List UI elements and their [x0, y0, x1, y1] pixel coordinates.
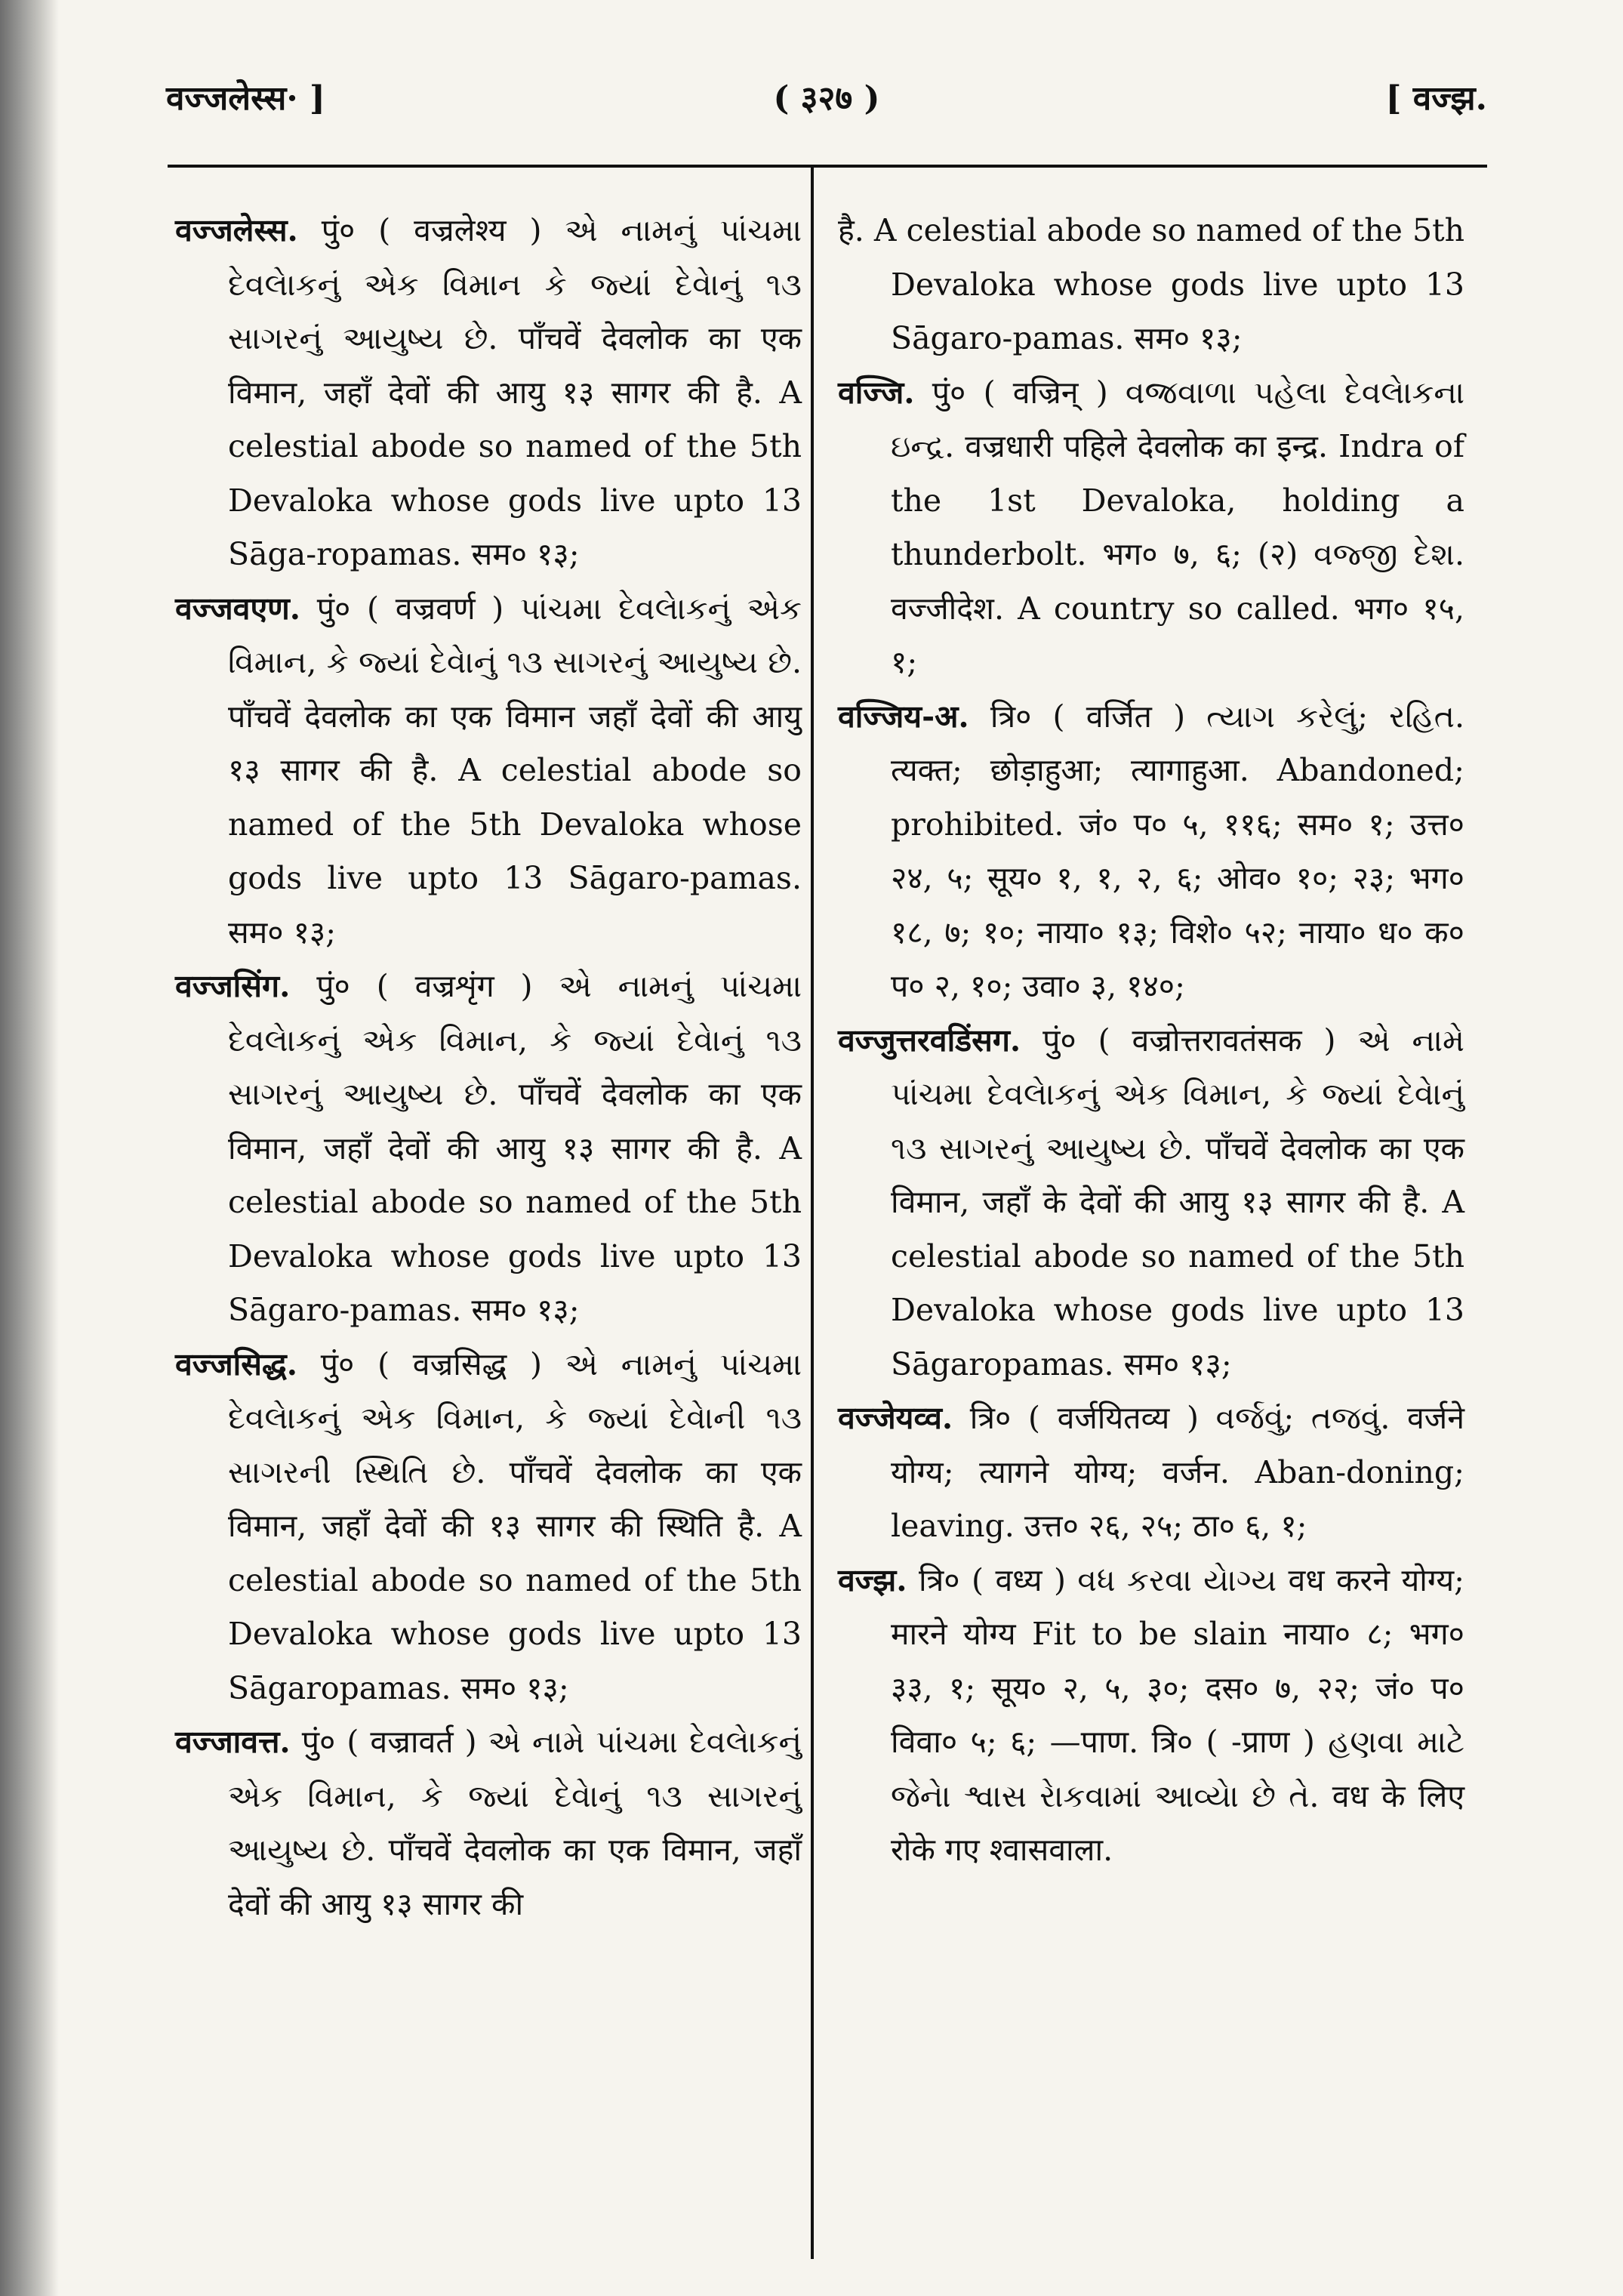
- entry-headword: वज्जसिंग.: [175, 968, 291, 1004]
- dictionary-entry: [175, 204, 802, 582]
- dictionary-entry: [838, 1014, 1464, 1392]
- left-column: [175, 204, 802, 1931]
- scanned-page-edge: [0, 0, 59, 2296]
- dictionary-entry: [175, 1338, 802, 1716]
- right-column: [838, 204, 1464, 1878]
- entry-body: पुं० ( वज्रलेश्य ) એ નામનું પાંચમા દેવલેાકનું એક વિમાન કે જ્યાં દેવેાનું ૧૩ સાગરનું આયુષ્ય છે. पाँचवें देवलोक का एक विमान, जहाँ देवों की आयु १३ सागर की है. A celestial abode so named of the 5th Devaloka whose gods live upto 13 Sāga-ropamas. सम० १३;: [228, 212, 802, 572]
- column-divider: [811, 168, 814, 2259]
- entry-body: पुं० ( वज्रिन् ) વજ્રવાળા પહેલા દેવલેાકના ઇન્દ્ર. वज्रधारी पहिले देवलोक का इन्द्र. Indra of the 1st Devaloka, holding a thunderbolt. भग० ७, ६; (२) વજ્જી દેશ. वज्जीदेश. A country so called. भग० १५, १;: [891, 374, 1464, 680]
- entry-headword: वज्जिय-अ.: [838, 698, 969, 735]
- entry-headword: वज्जुत्तरवडिंसग.: [838, 1022, 1021, 1059]
- dictionary-entry: [175, 1715, 802, 1931]
- entry-body: पुं० ( वज्रावर्त ) એ નામે પાંચમા દેવલેાકનું એક વિમાન, કે જ્યાં દેવેાનું ૧૩ સાગરનું આયુષ્ય છે. पाँचवें देवलोक का एक विमान, जहाँ देवों की आयु १३ सागर की: [228, 1724, 802, 1922]
- entry-headword: वज्झ.: [838, 1561, 907, 1598]
- dictionary-entry: [838, 1554, 1464, 1878]
- entry-headword: वज्जि.: [838, 374, 915, 411]
- entry-body: पुं० ( वज्रोत्तरावतंसक ) એ નામે પાંચમા દેવલેાકનું એક વિમાન, કે જ્યાં દેવેાનું ૧૩ સાગરનું આયુષ્ય છે. पाँचवें देवलोक का एक विमान, जहाँ के देवों की आयु १३ सागर की है. A celestial abode so named of the 5th Devaloka whose gods live upto 13 Sāgaropamas. सम० १३;: [891, 1022, 1464, 1382]
- page-header: [166, 74, 1487, 134]
- entry-headword: वज्जसिद्ध.: [175, 1345, 298, 1382]
- dictionary-entry: [838, 690, 1464, 1014]
- dictionary-entry-continuation: [838, 204, 1464, 366]
- dictionary-entry: [838, 366, 1464, 690]
- header-rule: [168, 165, 1487, 168]
- entry-body: त्रि० ( वर्जित ) ત્યાગ કરેલું; રહિત. त्यक्त; छोड़ाहुआ; त्यागाहुआ. Abandoned; prohibited. जं० प० ५, ११६; सम० १; उत्त० २४, ५; सूय० १, १, २, ६; ओव० १०; २३; भग० १८, ७; १०; नाया० १३; विशे० ५२; नाया० ध० क० प० २, १०; उवा० ३, १४०;: [891, 698, 1464, 1004]
- page-number: ( ३२७ ): [773, 79, 880, 118]
- entry-body: पुं० ( वज्रसिद्ध ) એ નામનું પાંચમા દેવલેાકનું એક વિમાન, કે જ્યાં દેવેાની ૧૩ સાગરની સ્થિતિ છે. पाँचवें देवलोक का एक विमान, जहाँ देवों की १३ सागर की स्थिति है. A celestial abode so named of the 5th Devaloka whose gods live upto 13 Sāgaropamas. सम० १३;: [228, 1345, 802, 1706]
- entry-headword: वज्जलेस्स.: [175, 212, 298, 248]
- entry-headword: वज्जेयव्व.: [838, 1400, 953, 1436]
- header-right-guide-word: [ वज्झ.: [1385, 79, 1487, 118]
- dictionary-entry: [175, 582, 802, 960]
- entry-body: पुं० ( वज्रशृंग ) એ નામનું પાંચમા દેવલેાકનું એક વિમાન, કે જ્યાં દેવેાનું ૧૩ સાગરનું આયુષ્ય છે. पाँचवें देवलोक का एक विमान, जहाँ देवों की आयु १३ सागर की है. A celestial abode so named of the 5th Devaloka whose gods live upto 13 Sāgaro-pamas. सम० १३;: [228, 968, 802, 1328]
- dictionary-entry: [175, 960, 802, 1338]
- entry-body: पुं० ( वज्रवर्ण ) પાંચમા દેવલેાકનું એક વિમાન, કે જ્યાં દેવેાનું ૧૩ સાગરનું આયુષ્ય છે. पाँचवें देवलोक का एक विमान जहाँ देवों की आयु १३ सागर की है. A celestial abode so named of the 5th Devaloka whose gods live upto 13 Sāgaro-pamas. सम० १३;: [228, 590, 802, 951]
- dictionary-entry: [838, 1391, 1464, 1554]
- entry-body: है. A celestial abode so named of the 5th Devaloka whose gods live upto 13 Sāgaro-pamas. सम० १३;: [838, 212, 1464, 356]
- header-left-guide-word: वज्जलेस्स· ]: [166, 79, 325, 118]
- entry-headword: वज्जावत्त.: [175, 1724, 291, 1760]
- entry-headword: वज्जवएण.: [175, 590, 301, 627]
- entry-body: त्रि० ( वध्य ) વધ કરવા યેાગ્ય वध करने योग्य; मारने योग्य Fit to be slain नाया० ८; भग० ३३, १; सूय० २, ५, ३०; दस० ७, २२; जं० प० विवा० ५; ६; —पाण. त्रि० ( -प्राण ) હણવા માટે જેનેા શ્વાસ રેાકવામાં આવ્યેા છે તે. वध के लिए रोके गए श्वासवाला.: [891, 1561, 1464, 1868]
- entry-body: त्रि० ( वर्जयितव्य ) વર્જવું; તજવું. वर्जने योग्य; त्यागने योग्य; वर्जन. Aban-doning; leaving. उत्त० २६, २५; ठा० ६, १;: [891, 1400, 1464, 1544]
